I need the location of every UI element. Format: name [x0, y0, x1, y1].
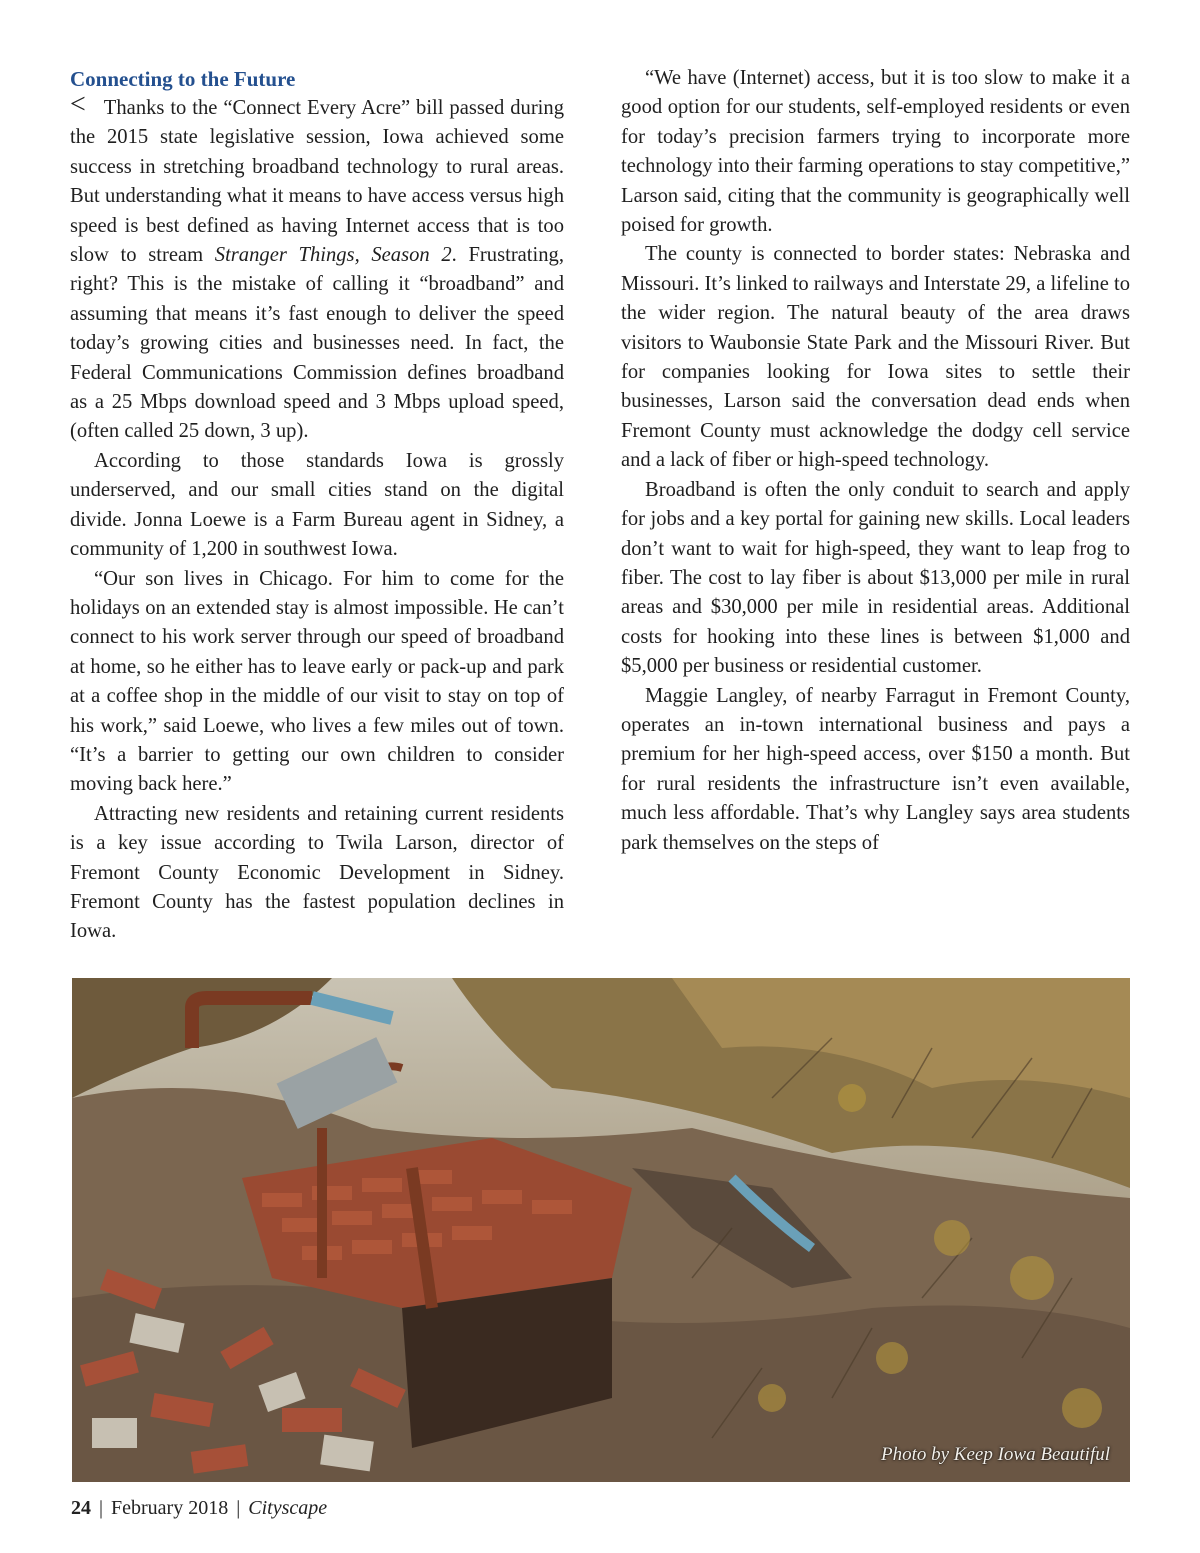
paragraph: According to those standards Iowa is grossly underserved, and our small cities stand on the digital divide. Jonna Loewe is a Farm Bureau agent in Sidney, a community of 1,200 in southwest Iowa.	[70, 449, 564, 561]
footer-separator: |	[236, 1497, 241, 1519]
photo-credit: Photo by Keep Iowa Beautiful	[880, 1444, 1110, 1465]
rubble-illustration	[72, 978, 1130, 1482]
issue-date: February 2018	[111, 1497, 229, 1519]
section-heading: Connecting to the Future	[70, 67, 296, 91]
paragraph: < Thanks to the “Connect Every Acre” bill passed during the 2015 state legislative session, Iowa achieved some success in stretching broadband technology to rural areas. But understanding what it means to have access versus high speed is best defined as having Internet access that is too slow to stream Stranger Things, Season 2. Frustrating, right? This is the mistake of calling it “broadband” and assuming that means it’s fast enough to deliver the speed today’s growing cities and businesses need. In fact, the Federal Communications Commission defines broadband as a 25 Mbps download speed and 3 Mbps upload speed, (often called 25 down, 3 up).	[70, 89, 564, 443]
magazine-name: Cityscape	[248, 1497, 328, 1519]
paragraph: Broadband is often the only conduit to search and apply for jobs and a key portal for gaining new skills. Local leaders don’t want to wait for high-speed, they want to leap frog to fiber. The cost to lay fiber is about $13,000 per mile in rural areas and $30,000 per mile in residential areas. Additional costs for hooking into these lines is between $1,000 and $5,000 per business or residential customer.	[621, 478, 1130, 678]
right-column	[621, 64, 1130, 858]
rubble-photo	[72, 978, 1130, 1482]
back-arrow-icon[interactable]: <	[70, 89, 86, 120]
paragraph: “We have (Internet) access, but it is too slow to make it a good option for our students, self-employed residents or even for today’s precision farmers trying to incorporate more technology into their farming operations to stay competitive,” Larson said, citing that the community is geographically well poised for growth.	[621, 67, 1130, 237]
paragraph: “Our son lives in Chicago. For him to come for the holidays on an extended stay is almost impossible. He can’t connect to his work server through our speed of broadband at home, so he either has to leave early or pack-up and park at a coffee shop in the middle of our visit to stay on top of his work,” said Loewe, who lives a few miles out of town. “It’s a barrier to getting our own children to consider moving back here.”	[70, 567, 564, 796]
paragraph: Attracting new residents and retaining current residents is a key issue according to Twila Larson, director of Fremont County Economic Development in Sidney. Fremont County has the fastest population declines in Iowa.	[70, 802, 564, 943]
page-footer	[71, 1497, 327, 1520]
left-column	[70, 64, 564, 947]
paragraph: Maggie Langley, of nearby Farragut in Fremont County, operates an in-town international business and pays a premium for her high-speed access, over $150 a month. But for rural residents the infrastructure isn’t even available, much less affordable. That’s why Langley says area students park themselves on the steps of	[621, 684, 1130, 854]
page-number: 24	[71, 1497, 91, 1519]
paragraph: The county is connected to border states: Nebraska and Missouri. It’s linked to railways and Interstate 29, a lifeline to the wider region. The natural beauty of the area draws visitors to Waubonsie State Park and the Missouri River. But for companies looking for Iowa sites to settle their businesses, Larson said the conversation dead ends when Fremont County must acknowledge the dodgy cell service and a lack of fiber or high-speed technology.	[621, 243, 1131, 472]
footer-separator: |	[99, 1497, 104, 1519]
